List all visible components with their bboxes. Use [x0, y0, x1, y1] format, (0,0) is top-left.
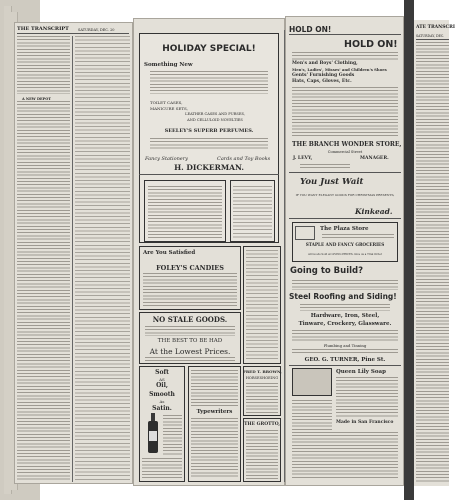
foleys-candies: FOLEY'S CANDIES — [156, 264, 224, 272]
left-article-head: A NEW DEPOT — [22, 97, 51, 101]
plaza-text — [322, 234, 394, 238]
manager-name: J. LEVY, — [293, 156, 313, 161]
fred-brown: FRED T. BROWN, — [243, 369, 282, 374]
far-right-header: ATE TRANSCRI — [416, 25, 455, 30]
soap-text — [292, 400, 332, 430]
build-text — [292, 280, 398, 290]
line-hats: Hats, Caps, Gloves, Etc. — [292, 79, 352, 84]
fred-brown-text — [246, 383, 278, 413]
plaza-title: The Plaza Store — [320, 226, 369, 232]
left-column-text — [17, 36, 70, 94]
best-to-be-had: THE BEST TO BE HAD — [157, 338, 223, 344]
divider — [289, 365, 401, 366]
line-furnishing: Gents' Furnishing Goods — [292, 73, 355, 78]
grotto-text — [246, 430, 278, 479]
plaza-note: All Goods Sold at LIVING PRICES. Give us a Trial Order — [308, 253, 382, 256]
hold-on-small: HOLD ON! — [289, 25, 332, 34]
soap-body — [292, 432, 398, 480]
soft-label: Soft — [155, 369, 169, 376]
bottle-ad-text — [163, 415, 182, 455]
no-stale-text — [145, 326, 235, 336]
holiday-body-text — [150, 71, 268, 94]
oil-label: Oil, — [156, 382, 168, 389]
left-column-text — [17, 101, 70, 481]
holiday-body-text — [150, 138, 268, 151]
toilet-cases: TOILET CASES, — [150, 100, 183, 105]
as-label: AS — [159, 377, 165, 382]
bottle-ad-text — [142, 458, 182, 480]
hardware-text — [292, 330, 398, 342]
small-ad-text — [148, 186, 222, 238]
hold-on-text — [292, 52, 398, 60]
ad-portrait-text — [233, 186, 272, 238]
kinkead: Kinkead. — [355, 207, 393, 216]
as2-label: As — [159, 399, 165, 404]
ad-column-text — [246, 250, 278, 360]
celluloid-novelties: AND CELLULOID NOVELTIES — [187, 118, 243, 122]
no-stale-goods: NO STALE GOODS. — [152, 315, 228, 324]
manicure-sets: MANICURE SETS, — [150, 106, 188, 111]
leather-goods: LEATHER CASES AND PURSES, — [185, 112, 245, 116]
telephone-line — [300, 164, 350, 168]
steel-roofing: Steel Roofing and Siding! — [289, 292, 397, 301]
divider — [289, 172, 401, 173]
something-new: Something New — [144, 62, 193, 68]
queen-lily: Queen Lily Soap — [336, 369, 386, 375]
soap-text — [336, 377, 398, 417]
fancy-stationery: Fancy Stationery — [145, 156, 188, 162]
store-address: Commercial Street — [327, 150, 363, 154]
hardware: Hardware, Iron, Steel, — [310, 313, 380, 319]
foleys-text — [143, 273, 237, 307]
turner: GEO. G. TURNER, Pine St. — [304, 357, 386, 363]
the-grotto: THE GROTTO, — [244, 422, 280, 427]
line-shoes: Men's, Ladies', Misses' and Children's Shoes — [292, 67, 387, 72]
holiday-special-title: HOLIDAY SPECIAL! — [162, 44, 256, 54]
cards-toy-books: Cards and Toy Books — [217, 156, 271, 162]
left-column-text — [75, 36, 130, 482]
bottle-icon — [146, 413, 160, 455]
you-just-wait: You Just Wait — [300, 177, 364, 187]
plaza-name: STAPLE AND FANCY GROCERIES — [305, 242, 385, 247]
soap-illustration — [292, 368, 332, 396]
typewriters-text — [191, 418, 238, 478]
binding-gutter — [404, 0, 414, 500]
typewriters-text — [191, 370, 238, 408]
lowest-prices: At the Lowest Prices. — [149, 347, 231, 356]
left-header-date: SATURDAY, DEC. 20 — [78, 28, 115, 32]
dickerman: H. DICKERMAN. — [174, 163, 244, 172]
no-stale-text — [145, 357, 235, 362]
left-header-title: THE TRANSCRIPT — [17, 26, 69, 32]
steel-text — [300, 304, 390, 311]
seeleys-perfumes: SEELEY'S SUPERB PERFUMES. — [164, 128, 254, 134]
smooth-label: Smooth — [149, 391, 175, 398]
hold-on-body — [292, 87, 398, 137]
are-you-satisfied: Are You Satisfied — [143, 250, 196, 256]
left-header-rule — [17, 33, 129, 34]
left-column-rule — [72, 36, 73, 482]
satin-label: Satin. — [152, 405, 172, 412]
divider — [139, 174, 279, 175]
made-in: Made in San Francisco — [336, 420, 394, 425]
far-right-date: SATURDAY, DEC. — [416, 34, 445, 38]
divider — [289, 218, 401, 219]
hold-on-big: HOLD ON! — [344, 39, 398, 50]
line-clothing: Men's and Boys' Clothing, — [292, 61, 358, 66]
far-right-text — [416, 42, 449, 482]
store-name: THE BRANCH WONDER STORE, — [292, 141, 402, 148]
horseshoeing: HORSESHOEING — [245, 376, 279, 380]
plumbing: Plumbing and Tinning — [323, 343, 367, 348]
plumbing-text — [292, 349, 398, 355]
going-to-build: Going to Build? — [290, 266, 364, 276]
wait-sub: IF YOU WANT ELEGANT GOODS FOR CHRISTMAS PRESENTS, — [295, 193, 395, 197]
manager-title: MANAGER. — [360, 156, 389, 161]
tinware: Tinware, Crockery, Glassware. — [298, 321, 392, 327]
divider — [416, 39, 449, 40]
divider — [289, 34, 401, 35]
typewriters: Typewriters — [196, 409, 233, 415]
plaza-emblem — [295, 226, 315, 240]
